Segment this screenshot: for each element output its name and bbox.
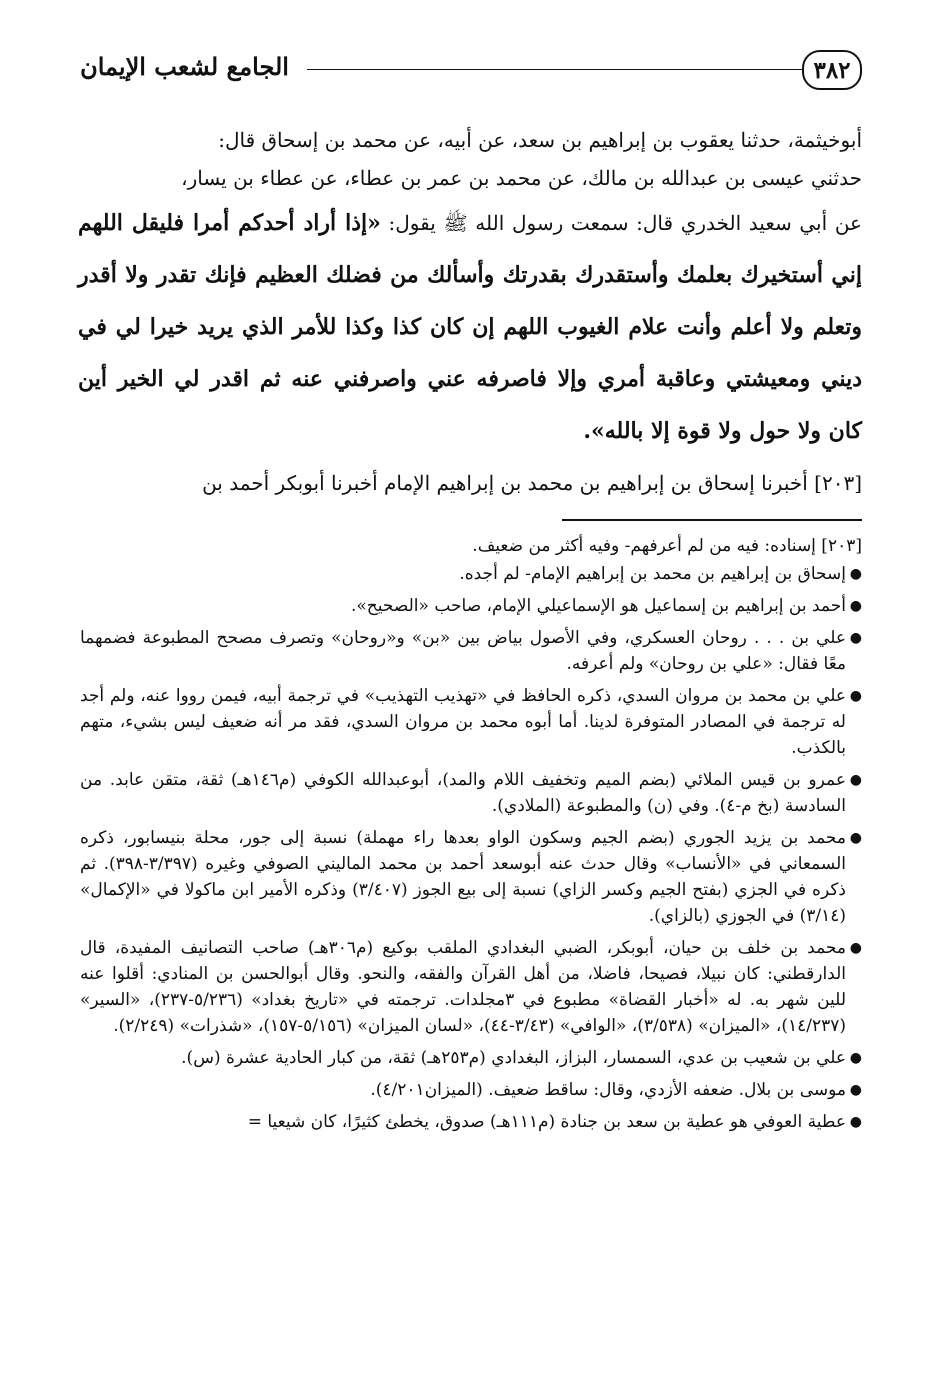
footnote-text: أحمد بن إبراهيم بن إسماعيل هو الإسماعيلي الإمام، صاحب «الصحيح». [350, 596, 846, 616]
hadith-paragraph [78, 197, 862, 457]
page-header [62, 50, 862, 102]
next-entry: [٢٠٣] أخبرنا إسحاق بن إبراهيم بن محمد بن إبراهيم الإمام أخبرنا أبوبكر أحمد بن [202, 471, 862, 495]
hadith-text: «إذا أراد أحدكم أمرا فليقل اللهم إني أستخيرك بعلمك وأستقدرك بقدرتك وأسألك من فضلك العظيم فإنك تقدر ولا أقدر وتعلم ولا أعلم وأنت علام الغيوب اللهم إن كان كذا وكذا للأمر الذي يريد خيرا لي في ديني ومعيشتي وعاقبة أمري وإلا فاصرفه عني واصرفني عنه ثم اقدر لي الخير أين كان ولا حول ولا قوة إلا بالله». [78, 210, 862, 444]
footnote-item [80, 1077, 862, 1103]
main-text [78, 122, 862, 503]
header-rule [307, 69, 802, 70]
bullet-icon: ● [849, 630, 862, 646]
bullet-icon: ● [849, 566, 862, 582]
main-line-1: أبوخيثمة، حدثنا يعقوب بن إبراهيم بن سعد، عن أبيه، عن محمد بن إسحاق قال: [218, 128, 862, 152]
bullet-icon: ● [849, 1082, 862, 1098]
main-line-2: حدثني عيسى بن عبدالله بن مالك، عن محمد بن عمر بن عطاء، عن عطاء بن يسار، [181, 165, 862, 190]
footnote-text: علي بن محمد بن مروان السدي، ذكره الحافظ في «تهذيب التهذيب» في ترجمة أبيه، فيمن رووا عنه، ولم أجد له ترجمة في المصادر المتوفرة لدينا. أما أبوه محمد بن مروان السدي، فقد مر أنه ضعيف ليس بشيء، متهم بالكذب. [80, 686, 846, 758]
footnote-item [80, 767, 862, 819]
bullet-icon: ● [849, 940, 862, 956]
bullet-icon: ● [849, 772, 862, 788]
main-line-3: عن أبي سعيد الخدري قال: سمعت رسول الله ﷺ يقول: [380, 211, 862, 235]
footnote-text: علي بن شعيب بن عدي، السمسار، البزاز، البغدادي (م٢٥٣هـ) ثقة، من كبار الحادية عشرة (س). [181, 1048, 846, 1068]
bullet-icon: ● [849, 688, 862, 704]
footnote-text: علي بن . . . روحان العسكري، وفي الأصول بياض بين «بن» و«روحان» وتصرف مصحح المطبوعة فضمهما معًا فقال: «علي بن روحان» ولم أعرفه. [80, 628, 846, 674]
footnote-item [80, 935, 862, 1039]
bullet-icon: ● [849, 830, 862, 846]
footnote-text: إسحاق بن إبراهيم بن محمد بن إبراهيم الإمام- لم أجده. [459, 564, 846, 584]
footnote-divider [562, 519, 862, 521]
footnote-item [80, 561, 862, 587]
footnote-item [80, 825, 862, 929]
bullet-icon: ● [849, 598, 862, 614]
footnote-item [80, 625, 862, 677]
bullet-icon: ● [849, 1114, 862, 1130]
page-number: ٣٨٢ [802, 50, 862, 90]
footnote-text: عطية العوفي هو عطية بن سعد بن جنادة (م١١١هـ) صدوق، يخطئ كثيرًا، كان شيعيا = [247, 1112, 846, 1132]
footnote-item [80, 1045, 862, 1071]
footnote-list [80, 561, 862, 1135]
footnote-item [80, 683, 862, 761]
bullet-icon: ● [849, 1050, 862, 1066]
book-title: الجامع لشعب الإيمان [80, 52, 289, 81]
footnote-text: موسى بن بلال. ضعفه الأزدي، وقال: ساقط ضعيف. (الميزان٤/٢٠١). [370, 1080, 846, 1100]
footnote-text: محمد بن خلف بن حيان، أبوبكر، الضبي البغدادي الملقب بوكيع (م٣٠٦هـ) صاحب التصانيف المفيدة، قال الدارقطني: كان نبيلا، فصيحا، فاضلا، من أهل القرآن والفقه، والنحو. وقال أبوالحسن بن المنادي: أقلوا عنه للين شهر به. له «أخبار القضاة» مطبوع في ٣مجلدات. ترجمته في «تاريخ بغداد» (٥/٢٣٦-٢٣٧)، «السير» (١٤/٢٣٧)، «الميزان» (٣/٥٣٨)، «الوافي» (٣/٤٣-٤٤)، «لسان الميزان» (٥/١٥٦-١٥٧)، «شذرات» (٢/٢٤٩). [80, 938, 847, 1036]
footnote-intro: [٢٠٣] إسناده: فيه من لم أعرفهم- وفيه أكثر من ضعيف. [472, 536, 862, 556]
footnote-item [80, 593, 862, 619]
footnote-text: محمد بن يزيد الجوري (بضم الجيم وسكون الواو بعدها راء مهملة) نسبة إلى جور، محلة بنيسابور، ذكره السمعاني في «الأنساب» وقال حدث عنه أبوسعد أحمد بن محمد الماليني الصوفي وغيره (٣/٣٩٧-٣٩٨). ثم ذكره في الجزي (بفتح الجيم وكسر الزاي) نسبة إلى بيع الجوز (٣/٤٠٧) وذكره الأمير ابن ماكولا في «الإكمال» (٣/١٤) في الجوزي (بالزاي). [80, 828, 846, 926]
footnotes [80, 533, 862, 1141]
footnote-text: عمرو بن قيس الملائي (بضم الميم وتخفيف اللام والمد)، أبوعبدالله الكوفي (م١٤٦هـ) ثقة، متقن عابد. من السادسة (بخ م-٤). وفي (ن) والمطبوعة (الملادي). [80, 770, 846, 816]
footnote-item [80, 1109, 862, 1135]
